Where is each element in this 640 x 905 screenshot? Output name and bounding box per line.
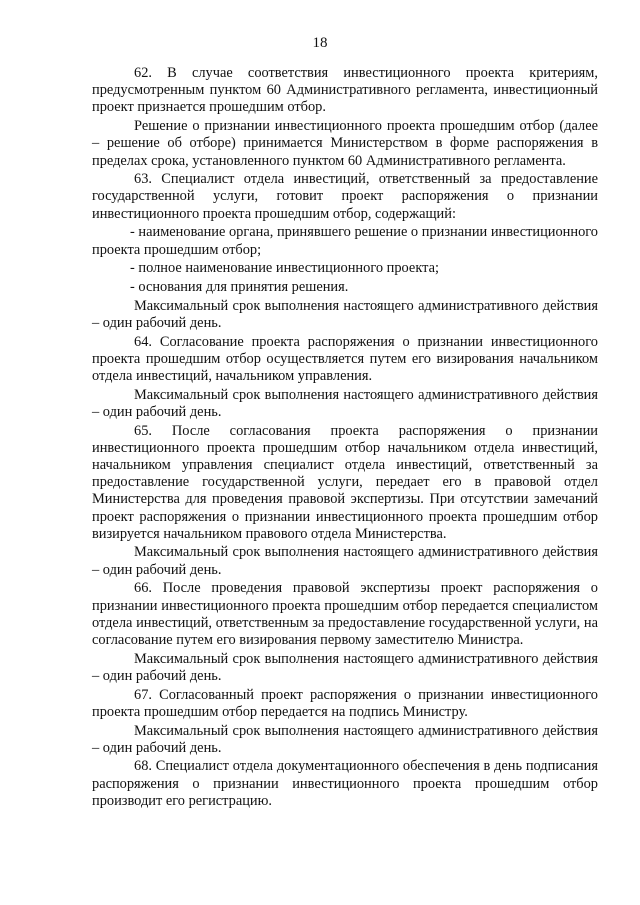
deadline-paragraph: Максимальный срок выполнения настоящего административного действия – один рабочий день. bbox=[92, 386, 598, 420]
deadline-paragraph: Максимальный срок выполнения настоящего административного действия – один рабочий день. bbox=[92, 650, 598, 684]
paragraph-decision: Решение о признании инвестиционного проекта прошедшим отбор (далее – решение об отборе) принимается Министерством в форме распоряжения в пределах срока, установленного пунктом 60 Административного регламента. bbox=[92, 118, 598, 169]
deadline-paragraph: Максимальный срок выполнения настоящего административного действия – один рабочий день. bbox=[92, 722, 598, 756]
paragraph-64: 64. Согласование проекта распоряжения о признании инвестиционного проекта прошедшим отбор осуществляется путем его визирования начальником отдела инвестиций, начальником управления. bbox=[92, 333, 598, 384]
document-body bbox=[92, 65, 598, 812]
paragraph-68: 68. Специалист отдела документационного обеспечения в день подписания распоряжения о признании инвестиционного проекта прошедшим отбор производит его регистрацию. bbox=[92, 758, 598, 809]
paragraph-67: 67. Согласованный проект распоряжения о признании инвестиционного проекта прошедшим отбор передается на подпись Министру. bbox=[92, 686, 598, 720]
page-number: 18 bbox=[312, 35, 328, 51]
deadline-paragraph: Максимальный срок выполнения настоящего административного действия – один рабочий день. bbox=[92, 544, 598, 578]
list-item-project-name: - полное наименование инвестиционного проекта; bbox=[130, 260, 439, 277]
deadline-paragraph: Максимальный срок выполнения настоящего административного действия – один рабочий день. bbox=[92, 297, 598, 331]
paragraph-63: 63. Специалист отдела инвестиций, ответственный за предоставление государственной услуги, готовит проект распоряжения о признании инвестиционного проекта прошедшим отбор, содержащий: bbox=[92, 171, 598, 222]
paragraph-66: 66. После проведения правовой экспертизы проект распоряжения о признании инвестиционного проекта прошедшим отбор передается специалистом отдела инвестиций, ответственным за предоставление государственной услуги, на согласование путем его визирования первому заместителю Министра. bbox=[92, 580, 598, 648]
list-item-authority-name: - наименование органа, принявшего решение о признании инвестиционного проекта прошедшим отбор; bbox=[92, 224, 598, 258]
list-item-grounds: - основания для принятия решения. bbox=[130, 278, 349, 295]
paragraph-65: 65. После согласования проекта распоряжения о признании инвестиционного проекта прошедшим отбор начальником отдела инвестиций, начальником управления специалист отдела инвестиций, ответственный за предоставление государственной услуги, передает его в правовой отдел Министерства для проведения правовой экспертизы. При отсутствии замечаний проект распоряжения о признании инвестиционного проекта прошедшим отбор визируется начальником правового отдела Министерства. bbox=[92, 422, 598, 542]
paragraph-62: 62. В случае соответствия инвестиционного проекта критериям, предусмотренным пунктом 60 Административного регламента, инвестиционный проект признается прошедшим отбор. bbox=[92, 65, 598, 116]
